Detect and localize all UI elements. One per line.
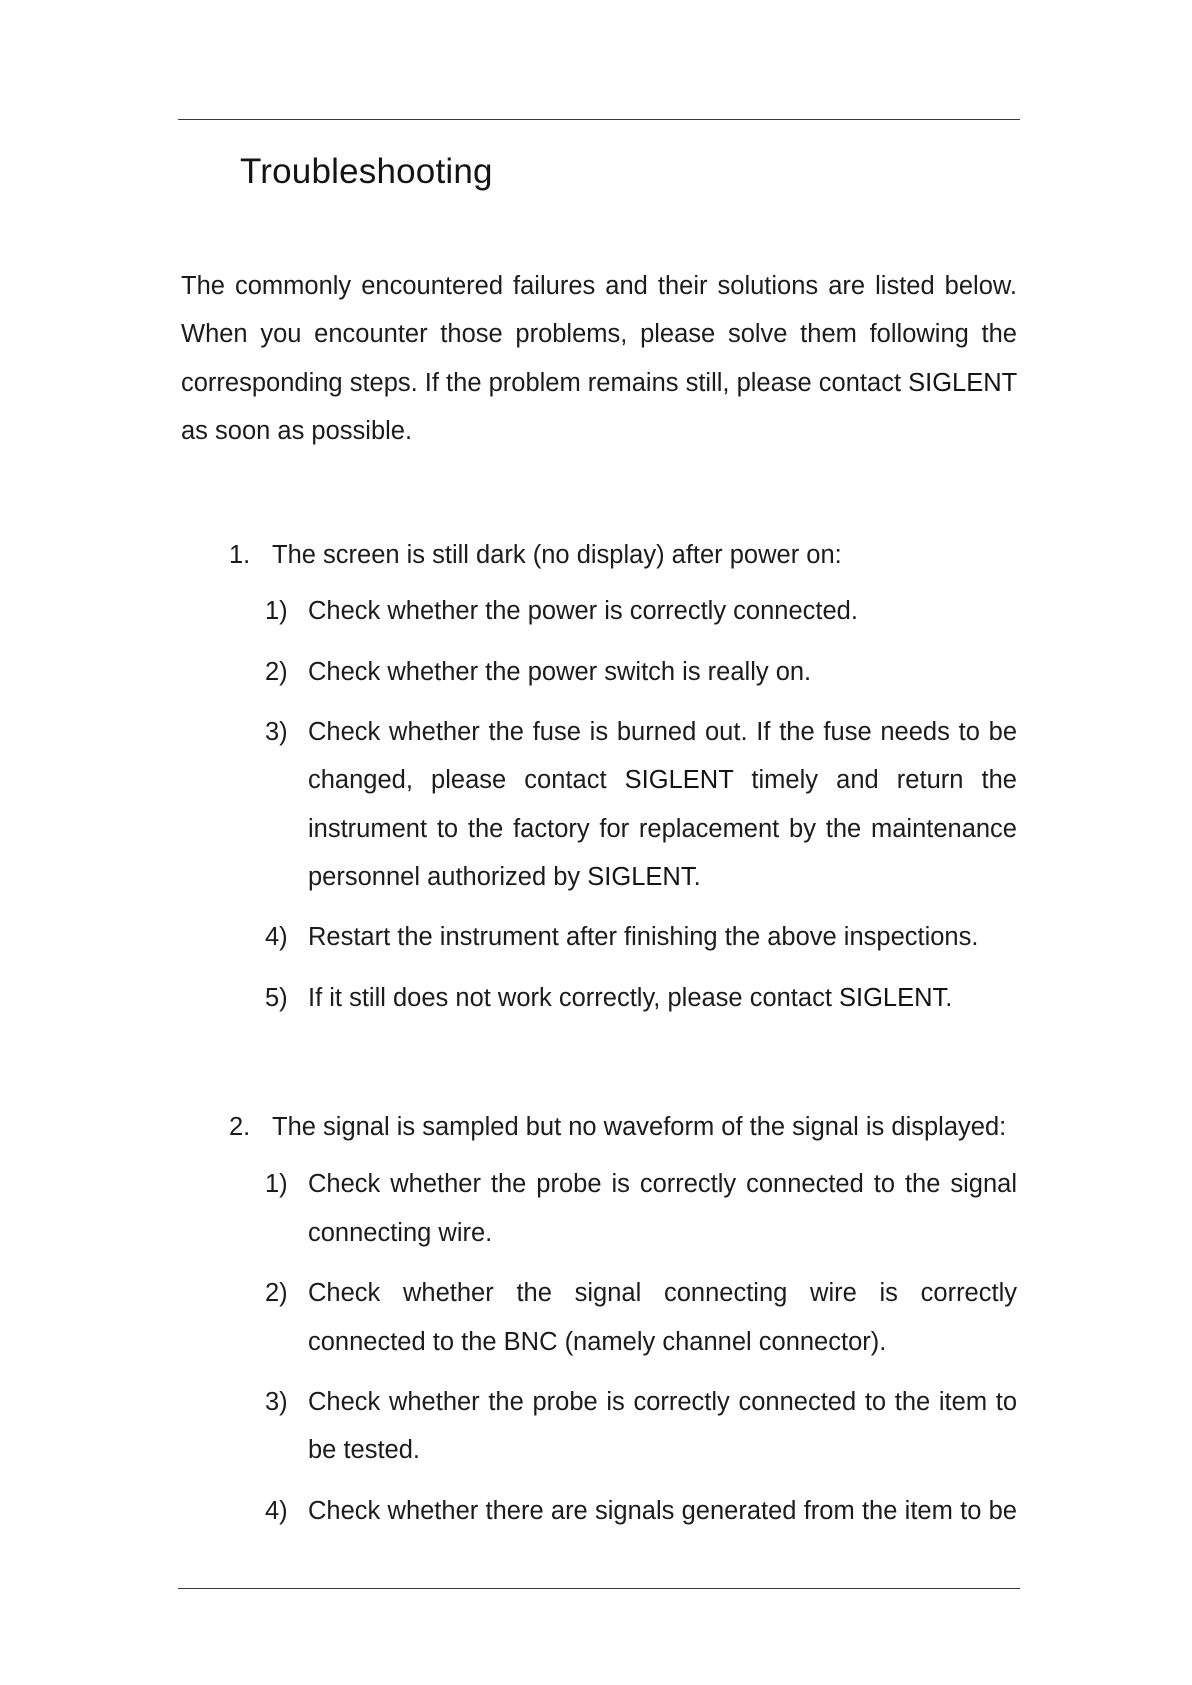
intro-line-4: as soon as possible. bbox=[181, 417, 413, 445]
section-2-heading: The signal is sampled but no waveform of the signal is displayed: bbox=[272, 1113, 1007, 1141]
s1-item-1-number: 1) bbox=[265, 597, 288, 625]
s1-item-3-line-4-text-a: personnel authorized by bbox=[308, 863, 588, 891]
brand-name: SIGLENT bbox=[908, 369, 1018, 397]
intro-line-3-text: corresponding steps. If the problem remains still, please contact bbox=[181, 369, 909, 397]
s2-item-4-line-1: Check whether there are signals generated from the item to be bbox=[308, 1497, 1017, 1525]
s1-item-3-line-2 bbox=[308, 765, 1017, 795]
s2-item-1-number: 1) bbox=[265, 1170, 288, 1198]
s1-item-1-text: Check whether the power is correctly connected. bbox=[308, 597, 858, 625]
s1-item-4-text: Restart the instrument after finishing the above inspections. bbox=[308, 923, 979, 951]
s1-item-4-number: 4) bbox=[265, 923, 288, 951]
page-title: Troubleshooting bbox=[240, 152, 493, 191]
s1-item-2-number: 2) bbox=[265, 658, 288, 686]
s1-item-3-line-1: Check whether the fuse is burned out. If the fuse needs to be bbox=[308, 718, 1017, 746]
footer-rule bbox=[178, 1588, 1020, 1589]
section-2-number: 2. bbox=[229, 1113, 251, 1141]
s2-item-2-line-1: Check whether the signal connecting wire is correctly bbox=[308, 1279, 1017, 1307]
s1-item-5-text bbox=[308, 983, 952, 1013]
header-rule bbox=[178, 119, 1020, 120]
intro-line-1: The commonly encountered failures and their solutions are listed below. bbox=[181, 272, 1017, 300]
intro-line-3 bbox=[181, 368, 1017, 398]
s1-item-5-number: 5) bbox=[265, 984, 288, 1012]
s2-item-3-line-1: Check whether the probe is correctly connected to the item to bbox=[308, 1388, 1017, 1416]
s2-item-4-number: 4) bbox=[265, 1497, 288, 1525]
brand-name: SIGLENT bbox=[624, 766, 734, 794]
s1-item-2-text: Check whether the power switch is really on. bbox=[308, 658, 812, 686]
s1-item-3-line-4 bbox=[308, 862, 701, 892]
s2-item-3-number: 3) bbox=[265, 1388, 288, 1416]
brand-name: SIGLENT bbox=[839, 984, 946, 1012]
s1-item-5-text-a: If it still does not work correctly, please contact bbox=[308, 984, 839, 1012]
s2-item-2-line-2: connected to the BNC (namely channel connector). bbox=[308, 1328, 887, 1356]
s2-item-1-line-1: Check whether the probe is correctly connected to the signal bbox=[308, 1170, 1017, 1198]
s1-item-3-line-2-text-b: timely and return the bbox=[733, 766, 1017, 794]
s1-item-3-line-3: instrument to the factory for replacement by the maintenance bbox=[308, 815, 1017, 843]
s2-item-3-line-2: be tested. bbox=[308, 1436, 420, 1464]
intro-line-2: When you encounter those problems, please solve them following the bbox=[181, 320, 1017, 348]
s2-item-2-number: 2) bbox=[265, 1279, 288, 1307]
s2-item-1-line-2: connecting wire. bbox=[308, 1219, 493, 1247]
brand-name: SIGLENT bbox=[587, 863, 694, 891]
s1-item-3-line-2-text-a: changed, please contact bbox=[308, 766, 625, 794]
section-1-number: 1. bbox=[229, 541, 251, 569]
section-1-heading: The screen is still dark (no display) after power on: bbox=[272, 541, 842, 569]
s1-item-3-number: 3) bbox=[265, 718, 288, 746]
s1-item-3-line-4-text-b: . bbox=[693, 863, 701, 891]
s1-item-5-text-b: . bbox=[945, 984, 953, 1012]
